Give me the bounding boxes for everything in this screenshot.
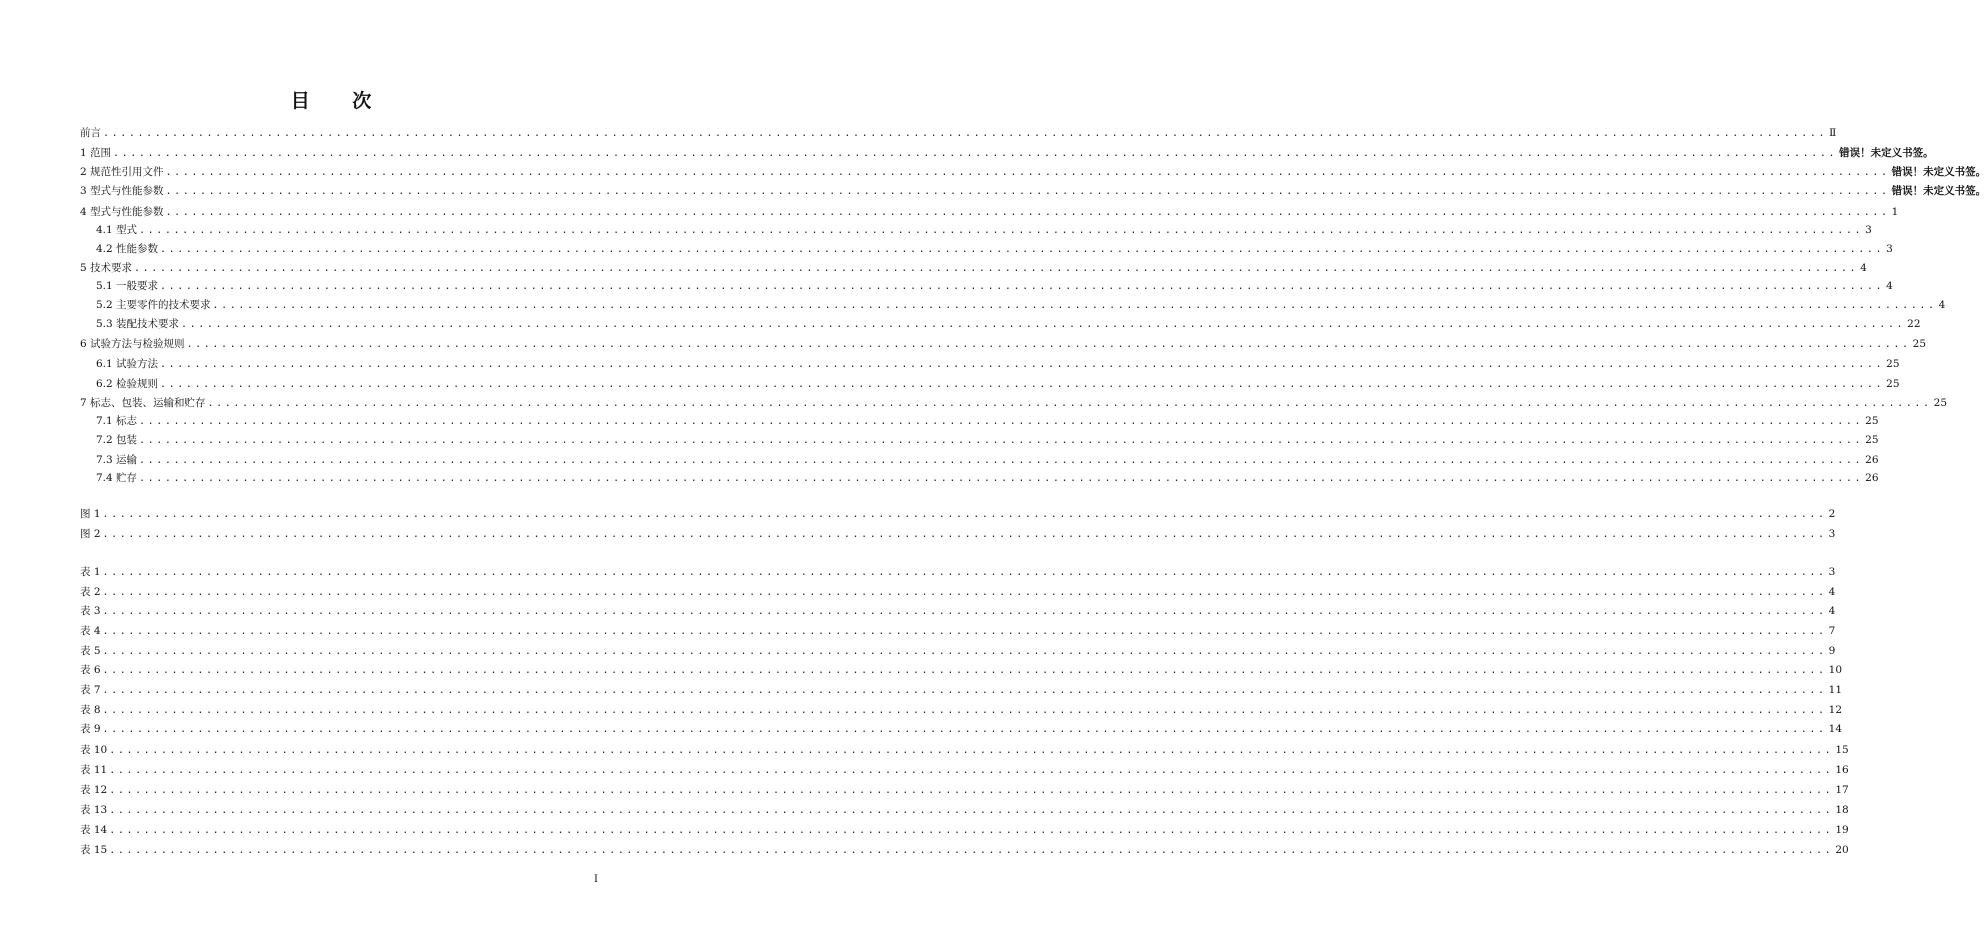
toc-entry-page: 22	[1907, 318, 1921, 330]
toc-entry[interactable]	[96, 315, 1921, 333]
toc-entry-label: 3 型式与性能参数	[80, 185, 164, 197]
toc-entry[interactable]	[80, 720, 1843, 738]
toc-leader-dots: ........................................................................................................................................................................................................	[102, 509, 1827, 520]
toc-entry-label: 表 14	[80, 824, 108, 836]
toc-entry-label: 图 1	[80, 508, 101, 520]
toc-entry[interactable]	[80, 741, 1849, 759]
toc-entry-page: 3	[1828, 528, 1836, 540]
toc-entry-label: 图 2	[80, 528, 101, 540]
toc-entry-label: 7.2 包装	[96, 434, 138, 446]
toc-entry[interactable]	[96, 277, 1893, 295]
toc-entry[interactable]	[80, 335, 1927, 353]
toc-entry[interactable]	[80, 821, 1849, 839]
toc-entry[interactable]	[96, 412, 1879, 430]
toc-leader-dots: ........................................................................................................................................................................................................	[139, 455, 1864, 466]
toc-entry-page: 4	[1860, 262, 1867, 274]
toc-entry[interactable]	[96, 431, 1879, 449]
toc-entry[interactable]	[80, 563, 1836, 581]
toc-leader-dots: ........................................................................................................................................................................................................	[102, 587, 1827, 598]
toc-entry[interactable]	[80, 622, 1836, 640]
toc-leader-dots: ........................................................................................................................................................................................................	[102, 646, 1827, 657]
toc-entry-page: 错误！未定义书签。	[1891, 185, 1986, 197]
toc-entry-label: 前言	[80, 127, 101, 139]
toc-entry-page: 3	[1828, 566, 1836, 578]
toc-leader-dots: ........................................................................................................................................................................................................	[102, 665, 1827, 676]
toc-entry-page: 错误！未定义书签。	[1839, 147, 1934, 159]
toc-entry-label: 7.3 运输	[96, 454, 138, 466]
toc-entry[interactable]	[96, 355, 1900, 373]
toc-entry-label: 5 技术要求	[80, 262, 133, 274]
toc-leader-dots: ........................................................................................................................................................................................................	[102, 724, 1827, 735]
toc-entry-label: 5.2 主要零件的技术要求	[96, 299, 211, 311]
toc-entry[interactable]	[80, 124, 1837, 142]
toc-entry-label: 5.1 一般要求	[96, 280, 159, 292]
toc-entry-page: 16	[1835, 764, 1849, 776]
toc-entry-label: 表 11	[80, 764, 108, 776]
toc-entry-label: 1 范围	[80, 147, 112, 159]
toc-entry-label: 表 8	[80, 704, 101, 716]
toc-leader-dots: ........................................................................................................................................................................................................	[160, 244, 1885, 255]
toc-entry-page: 26	[1865, 472, 1879, 484]
toc-entry-page: 18	[1835, 804, 1849, 816]
toc-entry-page: 7	[1828, 625, 1836, 637]
toc-entry-page: 26	[1865, 454, 1879, 466]
toc-entry[interactable]	[80, 505, 1836, 523]
toc-entry-label: 4.2 性能参数	[96, 243, 159, 255]
toc-entry[interactable]	[80, 602, 1836, 620]
toc-entry-label: 表 3	[80, 605, 101, 617]
toc-entry-label: 2 规范性引用文件	[80, 166, 164, 178]
toc-entry-page: 12	[1828, 704, 1843, 716]
toc-leader-dots: ........................................................................................................................................................................................................	[109, 765, 1834, 776]
toc-leader-dots: ........................................................................................................................................................................................................	[186, 339, 1911, 350]
toc-leader-dots: ........................................................................................................................................................................................................	[212, 300, 1937, 311]
toc-entry[interactable]	[80, 583, 1836, 601]
toc-entry-page: 3	[1865, 224, 1872, 236]
toc-leader-dots: ........................................................................................................................................................................................................	[139, 416, 1864, 427]
toc-leader-dots: ........................................................................................................................................................................................................	[109, 845, 1834, 856]
toc-entry[interactable]	[80, 801, 1849, 819]
toc-entry-page: 25	[1886, 358, 1900, 370]
page-number: I	[594, 874, 598, 885]
toc-leader-dots: ........................................................................................................................................................................................................	[207, 398, 1932, 409]
toc-entry-label: 4 型式与性能参数	[80, 206, 164, 218]
toc-leader-dots: ........................................................................................................................................................................................................	[165, 167, 1890, 178]
toc-entry-label: 表 5	[80, 645, 101, 657]
toc-entry-page: 4	[1828, 605, 1836, 617]
toc-entry[interactable]	[80, 182, 1986, 200]
toc-entry[interactable]	[80, 781, 1849, 799]
toc-entry-page: 11	[1828, 684, 1843, 696]
toc-entry-label: 7 标志、包装、运输和贮存	[80, 397, 206, 409]
toc-entry[interactable]	[96, 451, 1879, 469]
toc-entry-page: Ⅱ	[1829, 127, 1837, 139]
toc-leader-dots: ........................................................................................................................................................................................................	[109, 805, 1834, 816]
toc-entry-page: 1	[1891, 206, 1899, 218]
toc-entry-label: 7.4 贮存	[96, 472, 138, 484]
toc-entry[interactable]	[96, 296, 1946, 314]
toc-entry-page: 25	[1912, 338, 1927, 350]
toc-entry-label: 表 4	[80, 625, 101, 637]
toc-entry-label: 表 12	[80, 784, 108, 796]
toc-leader-dots: ........................................................................................................................................................................................................	[160, 379, 1885, 390]
toc-entry-page: 9	[1828, 645, 1836, 657]
toc-entry[interactable]	[80, 642, 1836, 660]
toc-leader-dots: ........................................................................................................................................................................................................	[181, 319, 1906, 330]
toc-entry[interactable]	[80, 163, 1986, 181]
toc-leader-dots: ........................................................................................................................................................................................................	[102, 606, 1827, 617]
toc-leader-dots: ........................................................................................................................................................................................................	[109, 825, 1834, 836]
toc-leader-dots: ........................................................................................................................................................................................................	[139, 473, 1864, 484]
toc-entry-page: 25	[1865, 415, 1879, 427]
toc-leader-dots: ........................................................................................................................................................................................................	[109, 785, 1834, 796]
toc-entry-label: 6 试验方法与检验规则	[80, 338, 185, 350]
toc-entry-page: 17	[1835, 784, 1849, 796]
toc-leader-dots: ........................................................................................................................................................................................................	[109, 745, 1834, 756]
toc-entry-label: 6.1 试验方法	[96, 358, 159, 370]
toc-entry[interactable]	[80, 525, 1836, 543]
toc-leader-dots: ........................................................................................................................................................................................................	[102, 685, 1827, 696]
toc-entry[interactable]	[96, 240, 1893, 258]
toc-entry[interactable]	[80, 841, 1849, 859]
toc-entry-label: 4.1 型式	[96, 224, 138, 236]
toc-title: 目 次	[290, 90, 390, 112]
toc-entry-label: 表 2	[80, 586, 101, 598]
toc-entry-page: 25	[1886, 378, 1900, 390]
toc-leader-dots: ........................................................................................................................................................................................................	[165, 186, 1890, 197]
toc-leader-dots: ........................................................................................................................................................................................................	[139, 435, 1864, 446]
toc-leader-dots: ........................................................................................................................................................................................................	[139, 225, 1864, 236]
toc-entry-page: 25	[1865, 434, 1879, 446]
toc-entry-page: 4	[1886, 280, 1893, 292]
toc-leader-dots: ........................................................................................................................................................................................................	[113, 148, 1838, 159]
toc-entry-page: 25	[1933, 397, 1948, 409]
toc-entry[interactable]	[80, 203, 1899, 221]
toc-entry-page: 4	[1828, 586, 1836, 598]
toc-entry-label: 表 13	[80, 804, 108, 816]
toc-entry-label: 表 10	[80, 744, 108, 756]
toc-entry-page: 3	[1886, 243, 1893, 255]
toc-leader-dots: ........................................................................................................................................................................................................	[103, 128, 1828, 139]
toc-leader-dots: ........................................................................................................................................................................................................	[134, 263, 1859, 274]
toc-entry-page: 4	[1938, 299, 1946, 311]
toc-entry-page: 2	[1828, 508, 1836, 520]
toc-entry-label: 表 9	[80, 723, 101, 735]
toc-entry-label: 5.3 装配技术要求	[96, 318, 180, 330]
toc-entry-label: 7.1 标志	[96, 415, 138, 427]
toc-entry[interactable]	[80, 661, 1843, 679]
toc-entry[interactable]	[80, 701, 1843, 719]
toc-leader-dots: ........................................................................................................................................................................................................	[102, 626, 1827, 637]
toc-entry-page: 15	[1835, 744, 1849, 756]
toc-leader-dots: ........................................................................................................................................................................................................	[102, 705, 1827, 716]
toc-entry[interactable]	[80, 394, 1948, 412]
toc-entry[interactable]	[96, 221, 1872, 239]
toc-entry-label: 表 6	[80, 664, 101, 676]
toc-leader-dots: ........................................................................................................................................................................................................	[165, 207, 1890, 218]
toc-entry-page: 14	[1828, 723, 1843, 735]
toc-leader-dots: ........................................................................................................................................................................................................	[102, 529, 1827, 540]
toc-entry[interactable]	[96, 375, 1900, 393]
toc-entry-label: 表 7	[80, 684, 101, 696]
toc-entry[interactable]	[80, 761, 1849, 779]
toc-entry-page: 错误！未定义书签。	[1891, 166, 1986, 178]
toc-entry[interactable]	[80, 144, 1934, 162]
toc-leader-dots: ........................................................................................................................................................................................................	[160, 281, 1885, 292]
toc-entry-label: 6.2 检验规则	[96, 378, 159, 390]
toc-entry[interactable]	[80, 681, 1843, 699]
toc-leader-dots: ........................................................................................................................................................................................................	[160, 359, 1885, 370]
toc-entry-page: 10	[1828, 664, 1843, 676]
toc-entry-page: 19	[1835, 824, 1849, 836]
toc-entry-label: 表 15	[80, 844, 108, 856]
toc-entry-page: 20	[1835, 844, 1849, 856]
toc-leader-dots: ........................................................................................................................................................................................................	[102, 567, 1827, 578]
toc-entry[interactable]	[96, 469, 1879, 487]
toc-entry-label: 表 1	[80, 566, 101, 578]
toc-entry[interactable]	[80, 259, 1867, 277]
